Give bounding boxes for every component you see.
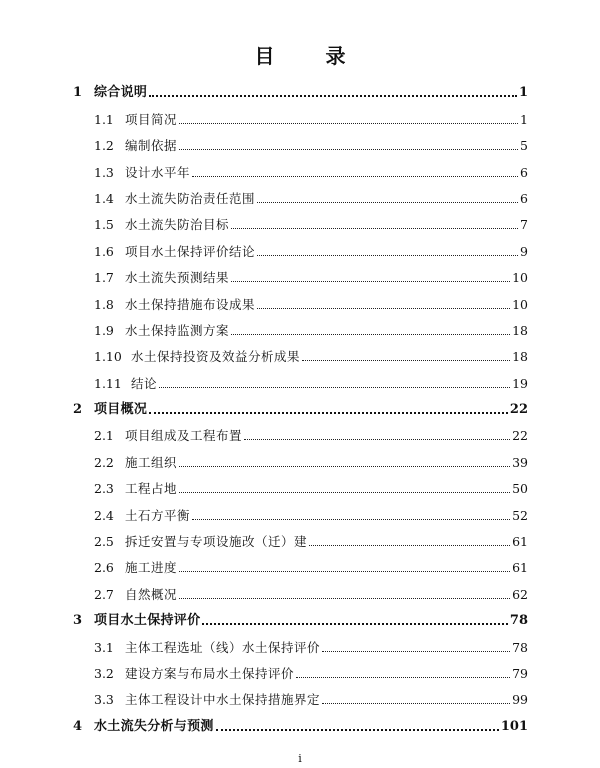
toc-dot-leader [231,334,510,335]
toc-dot-leader [179,492,510,493]
toc-entry-page-number: 19 [512,375,528,391]
toc-section-entry[interactable] [0,316,600,342]
toc-entry-title: 土石方平衡 [125,507,191,523]
toc-entry-number: 1.11 [94,375,122,391]
toc-section-entry[interactable] [0,421,600,447]
toc-section-entry[interactable] [0,527,600,553]
toc-entry-page-number: 61 [512,534,528,550]
toc-entry-title: 工程占地 [125,481,178,497]
toc-entry-page-number: 99 [512,692,528,708]
toc-dot-leader [149,95,517,97]
toc-chapter-entry[interactable] [0,78,600,104]
toc-section-entry[interactable] [0,500,600,526]
toc-entry-title: 主体工程设计中水土保持措施界定 [125,692,321,708]
toc-entry-number: 2 [73,402,83,418]
page-title: 目 录 [254,44,368,68]
toc-chapter-entry[interactable] [0,395,600,421]
toc-section-entry[interactable] [0,236,600,262]
toc-entry-number: 3.3 [94,692,114,708]
toc-entry-title: 综合说明 [94,85,148,101]
toc-dot-leader [231,228,518,229]
toc-entry-title: 主体工程选址（线）水土保持评价 [125,639,321,655]
toc-entry-page-number: 1 [520,111,528,127]
toc-dot-leader [179,598,510,599]
toc-section-entry[interactable] [0,342,600,368]
toc-entry-title: 设计水平年 [125,164,191,180]
toc-entry-page-number: 5 [520,138,528,154]
toc-entry-page-number: 6 [520,164,528,180]
toc-section-entry[interactable] [0,184,600,210]
toc-entry-title: 水土流失防治责任范围 [125,190,256,206]
toc-section-entry[interactable] [0,579,600,605]
toc-entry-title: 项目组成及工程布置 [125,428,243,444]
toc-entry-number: 1.5 [94,217,114,233]
toc-entry-title: 自然概况 [125,586,178,602]
toc-entry-title: 水土保持措施布设成果 [125,296,256,312]
toc-dot-leader [244,439,510,440]
toc-entry-page-number: 101 [500,718,528,734]
table-of-contents [0,78,600,738]
toc-entry-number: 2.4 [94,507,114,523]
toc-section-entry[interactable] [0,659,600,685]
toc-entry-title: 水土流失预测结果 [125,270,230,286]
toc-entry-number: 1.7 [94,270,114,286]
toc-dot-leader [309,545,510,546]
toc-entry-page-number: 10 [512,270,528,286]
toc-section-entry[interactable] [0,157,600,183]
toc-entry-number: 3.1 [94,639,114,655]
toc-dot-leader [179,466,510,467]
toc-section-entry[interactable] [0,474,600,500]
toc-dot-leader [302,360,510,361]
toc-entry-title: 项目水土保持评价 [94,613,201,629]
toc-entry-number: 2.7 [94,586,114,602]
toc-dot-leader [216,729,499,731]
toc-entry-page-number: 9 [520,243,528,259]
toc-entry-number: 2.1 [94,428,114,444]
toc-entry-title: 水土流失防治目标 [125,217,230,233]
toc-section-entry[interactable] [0,263,600,289]
toc-entry-page-number: 18 [512,349,528,365]
toc-dot-leader [296,677,510,678]
toc-entry-number: 1.9 [94,322,114,338]
toc-dot-leader [179,123,518,124]
toc-entry-title: 施工组织 [125,454,178,470]
toc-section-entry[interactable] [0,685,600,711]
toc-dot-leader [257,202,518,203]
toc-entry-page-number: 61 [512,560,528,576]
toc-entry-page-number: 1 [518,85,528,101]
toc-entry-number: 1.1 [94,111,114,127]
toc-entry-number: 2.6 [94,560,114,576]
toc-entry-title: 水土保持投资及效益分析成果 [131,349,301,365]
toc-dot-leader [322,651,510,652]
toc-entry-title: 水土流失分析与预测 [94,718,214,734]
toc-entry-number: 1.3 [94,164,114,180]
toc-entry-title: 建设方案与布局水土保持评价 [125,665,295,681]
toc-entry-page-number: 22 [512,428,528,444]
toc-entry-page-number: 78 [509,613,528,629]
toc-entry-number: 1.8 [94,296,114,312]
toc-entry-page-number: 78 [512,639,528,655]
toc-entry-title: 拆迁安置与专项设施改（迁）建 [125,534,308,550]
toc-entry-number: 3 [73,613,83,629]
toc-dot-leader [231,281,510,282]
toc-entry-number: 2.2 [94,454,114,470]
toc-entry-number: 2.5 [94,534,114,550]
toc-section-entry[interactable] [0,104,600,130]
toc-entry-number: 3.2 [94,665,114,681]
toc-entry-title: 项目水土保持评价结论 [125,243,256,259]
toc-section-entry[interactable] [0,553,600,579]
toc-dot-leader [257,255,518,256]
toc-section-entry[interactable] [0,368,600,394]
toc-entry-page-number: 79 [512,665,528,681]
toc-chapter-entry[interactable] [0,711,600,737]
toc-entry-number: 1.2 [94,138,114,154]
toc-entry-title: 施工进度 [125,560,178,576]
toc-entry-title: 结论 [131,375,158,391]
toc-entry-number: 1.6 [94,243,114,259]
toc-entry-page-number: 22 [509,402,528,418]
toc-section-entry[interactable] [0,210,600,236]
toc-section-entry[interactable] [0,632,600,658]
toc-entry-title: 水土保持监测方案 [125,322,230,338]
toc-entry-page-number: 18 [512,322,528,338]
toc-entry-title: 项目简况 [125,111,178,127]
toc-entry-number: 1 [73,85,83,101]
toc-dot-leader [322,703,510,704]
toc-dot-leader [257,308,510,309]
toc-entry-title: 编制依据 [125,138,178,154]
toc-entry-page-number: 39 [512,454,528,470]
toc-entry-page-number: 50 [512,481,528,497]
toc-section-entry[interactable] [0,289,600,315]
footer-page-number: i [298,752,302,765]
toc-entry-page-number: 62 [512,586,528,602]
toc-entry-number: 1.4 [94,190,114,206]
toc-entry-title: 项目概况 [94,402,148,418]
toc-entry-page-number: 6 [520,190,528,206]
toc-dot-leader [159,387,510,388]
toc-section-entry[interactable] [0,447,600,473]
toc-entry-number: 4 [73,718,83,734]
toc-dot-leader [192,176,518,177]
toc-dot-leader [149,412,508,414]
toc-section-entry[interactable] [0,131,600,157]
toc-entry-number: 2.3 [94,481,114,497]
toc-entry-page-number: 52 [512,507,528,523]
toc-dot-leader [179,149,518,150]
toc-entry-number: 1.10 [94,349,122,365]
toc-dot-leader [179,571,510,572]
toc-dot-leader [202,623,508,625]
toc-entry-page-number: 10 [512,296,528,312]
toc-dot-leader [192,519,510,520]
toc-chapter-entry[interactable] [0,606,600,632]
toc-entry-page-number: 7 [520,217,528,233]
